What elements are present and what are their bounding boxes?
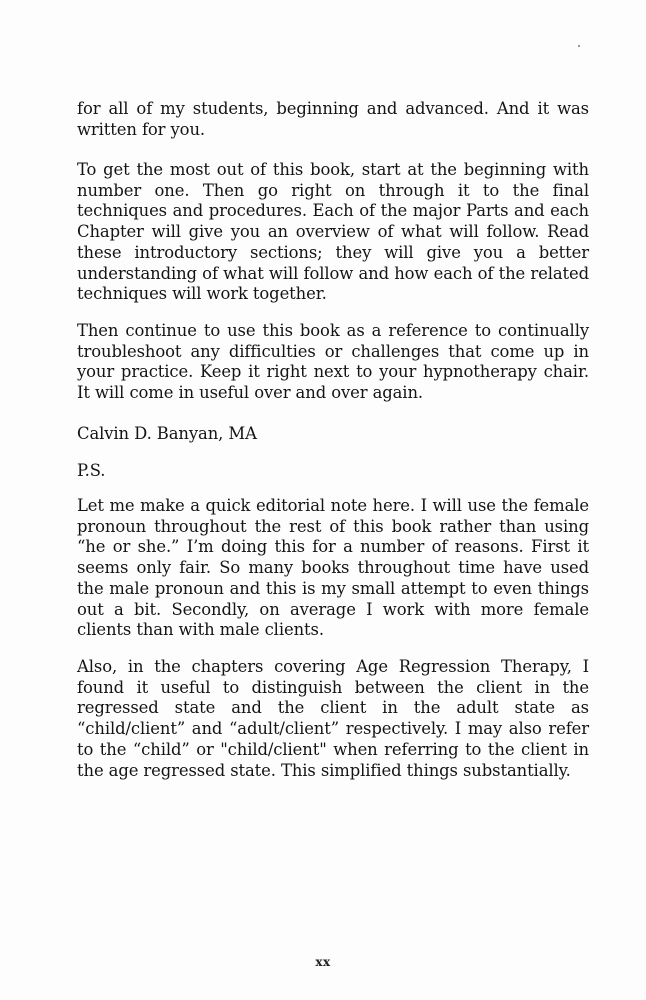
page-number: xx: [315, 955, 331, 969]
paragraph-intro-end: [77, 99, 589, 140]
paragraph-text: Also, in the chapters covering Age Regression Therapy, I found it useful to distinguish between the client in the regressed state and the client in the adult state as “child/client” and “adult/client” respectively. I may also refer to the “child” or "child/client" when referring to the client in the age regressed state. This simplified things substantially.: [77, 657, 589, 780]
paragraph-editorial-note: [77, 496, 589, 641]
paragraph-text: To get the most out of this book, start at the beginning with number one. Then go right on through it to the final techniques and procedures. Each of the major Parts and each Chapter will give you an overview of what will follow. Read these introductory sections; they will give you a better understanding of what will follow and how each of the related techniques will work together.: [77, 160, 589, 304]
paragraph-text: Let me make a quick editorial note here. I will use the female pronoun throughout the rest of this book rather than using “he or she.” I’m doing this for a number of reasons. First it seems only fair. So many books throughout time have used the male pronoun and this is my small attempt to even things out a bit. Secondly, on average I work with more female clients than with male clients.: [77, 496, 589, 640]
paragraph-how-to-read: [77, 160, 589, 305]
author-name: Calvin D. Banyan, MA: [77, 424, 257, 443]
author-signature: [77, 424, 589, 445]
paragraph-text: Then continue to use this book as a reference to continually troubleshoot any difficulties or challenges that come up in your practice. Keep it right next to your hypnotherapy chair. It will come in useful over and over again.: [77, 321, 589, 403]
scan-speck: [578, 45, 580, 47]
paragraph-text: for all of my students, beginning and advanced. And it was written for you.: [77, 99, 589, 139]
paragraph-age-regression: [77, 657, 589, 781]
postscript-heading: [77, 461, 589, 482]
paragraph-reference: [77, 321, 589, 404]
postscript-label: P.S.: [77, 461, 106, 480]
